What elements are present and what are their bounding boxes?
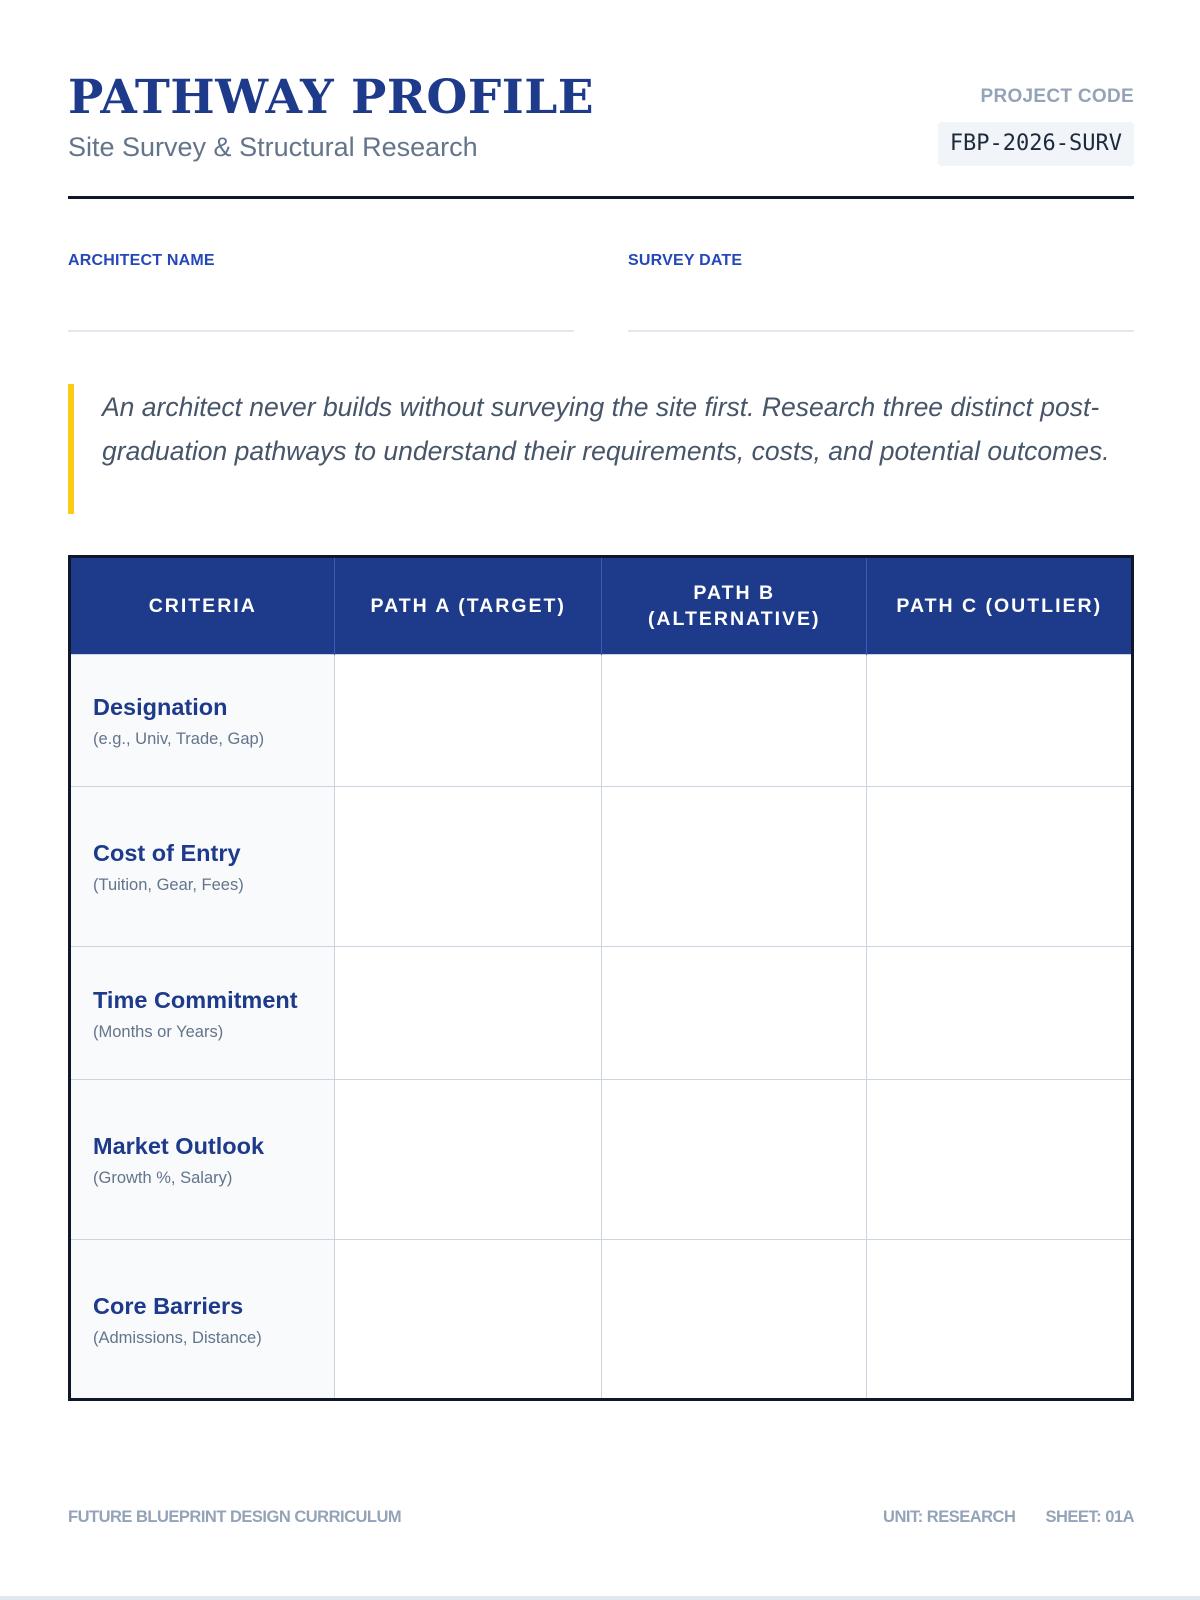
path-b-cell[interactable] — [602, 787, 867, 947]
criteria-cell — [70, 787, 335, 947]
criteria-hint: (Months or Years) — [93, 1022, 224, 1041]
path-a-cell[interactable] — [335, 1240, 602, 1400]
criteria-name: Market Outlook — [93, 1133, 265, 1159]
footer-curriculum: FUTURE BLUEPRINT DESIGN CURRICULUM — [68, 1508, 402, 1526]
table-header-row — [70, 557, 1133, 655]
criteria-hint: (Growth %, Salary) — [93, 1169, 233, 1187]
path-c-cell[interactable] — [867, 1080, 1133, 1240]
path-a-cell[interactable] — [335, 655, 602, 787]
footer-meta — [883, 1508, 1134, 1527]
page-subtitle: Site Survey & Structural Research — [68, 132, 478, 162]
criteria-cell — [70, 947, 335, 1080]
table-row — [70, 947, 1133, 1080]
path-b-cell[interactable] — [602, 655, 867, 787]
path-c-cell[interactable] — [867, 655, 1133, 787]
table-row — [70, 655, 1133, 787]
criteria-name: Time Commitment — [93, 986, 298, 1013]
header-path-b: PATH B (ALTERNATIVE) — [602, 557, 867, 655]
header-criteria: CRITERIA — [70, 557, 335, 655]
criteria-hint: (Admissions, Distance) — [93, 1328, 262, 1347]
path-c-cell[interactable] — [867, 787, 1133, 947]
architect-name-label: ARCHITECT NAME — [68, 252, 215, 269]
path-b-cell[interactable] — [602, 1080, 867, 1240]
path-b-cell[interactable] — [602, 947, 867, 1080]
header-path-c: PATH C (OUTLIER) — [867, 557, 1133, 655]
criteria-hint: (Tuition, Gear, Fees) — [93, 876, 244, 894]
footer-unit: UNIT: RESEARCH — [883, 1508, 1016, 1526]
footer-sheet: SHEET: 01A — [1045, 1508, 1134, 1526]
survey-date-field[interactable] — [628, 252, 1134, 332]
header-path-a: PATH A (TARGET) — [335, 557, 602, 655]
criteria-cell — [70, 1080, 335, 1240]
intro-text: An architect never builds without surveying the site first. Research three distinct post-graduation pathways to understand their requirements, costs, and potential outcomes. — [102, 392, 1110, 466]
path-c-cell[interactable] — [867, 947, 1133, 1080]
worksheet-page — [68, 0, 1134, 1600]
page-header — [68, 70, 1134, 199]
project-code-badge: FBP-2026-SURV — [938, 122, 1134, 166]
architect-name-field[interactable] — [68, 252, 574, 332]
table-row — [70, 1080, 1133, 1240]
criteria-name: Core Barriers — [93, 1292, 244, 1319]
table-row — [70, 1240, 1133, 1400]
survey-date-label: SURVEY DATE — [628, 252, 743, 269]
criteria-name: Cost of Entry — [93, 840, 241, 866]
criteria-name: Designation — [93, 694, 228, 720]
path-c-cell[interactable] — [867, 1240, 1133, 1400]
path-a-cell[interactable] — [335, 787, 602, 947]
project-code-label: PROJECT CODE — [980, 86, 1134, 107]
page-title: PATHWAY PROFILE — [68, 70, 595, 125]
pathway-comparison-table — [68, 555, 1134, 1401]
criteria-cell — [70, 1240, 335, 1400]
path-a-cell[interactable] — [335, 1080, 602, 1240]
path-b-cell[interactable] — [602, 1240, 867, 1400]
path-a-cell[interactable] — [335, 947, 602, 1080]
criteria-cell — [70, 655, 335, 787]
table-row — [70, 787, 1133, 947]
criteria-hint: (e.g., Univ, Trade, Gap) — [93, 730, 265, 748]
page-bottom-divider — [0, 1596, 1200, 1600]
intro-callout — [68, 384, 1134, 514]
